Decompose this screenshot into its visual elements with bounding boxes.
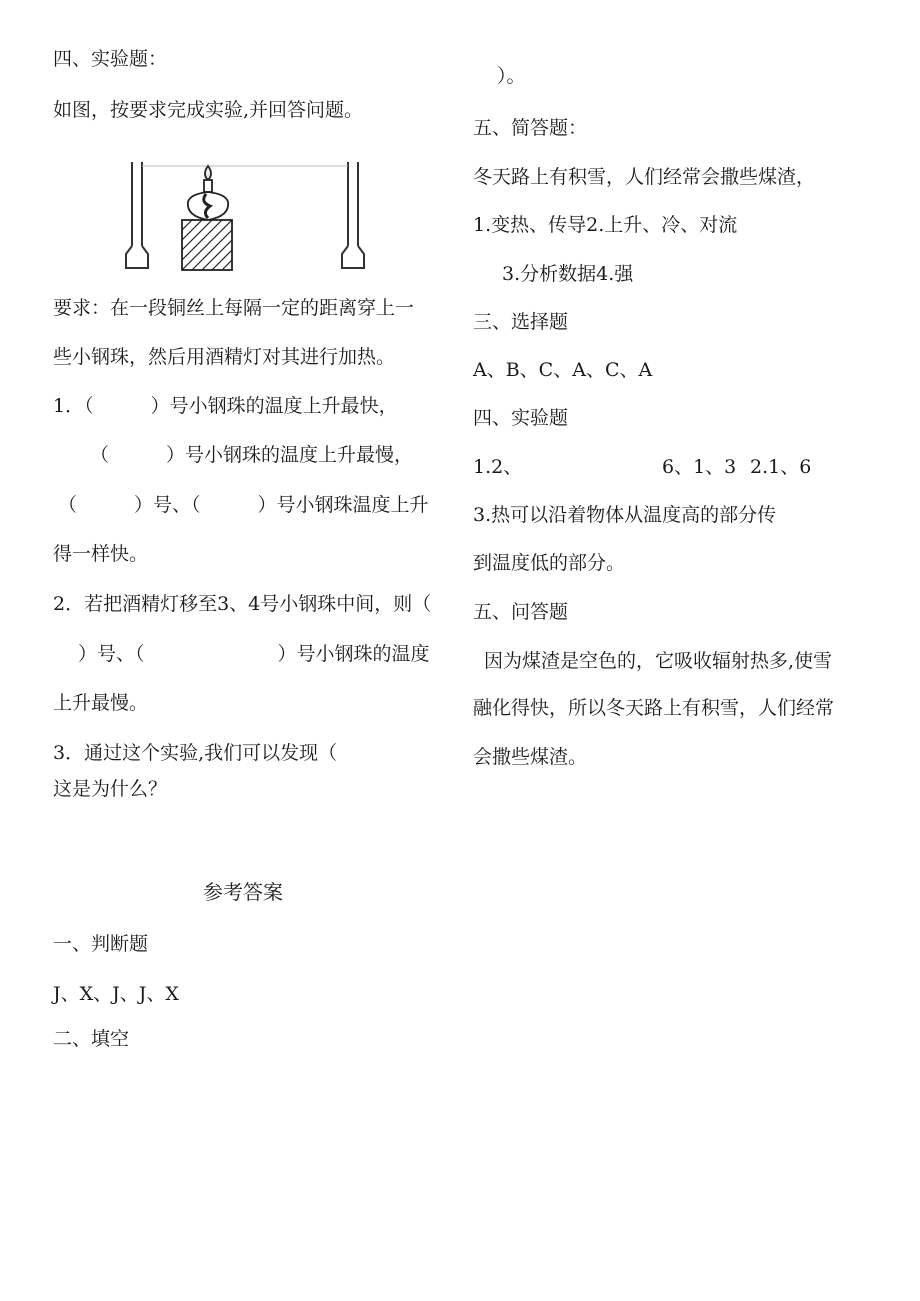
question-3-line-2: 这是为什么？ <box>53 778 168 800</box>
answer-part-2-heading: 二、填空 <box>53 1028 130 1050</box>
question-1-line-3: （ ）号、（ ）号小钢珠温度上升 <box>58 494 429 516</box>
question-1-line-1: 1．（ ）号小钢珠的温度上升最快， <box>53 395 398 417</box>
answer-part-4-line-1c: 2.1、6 <box>750 456 812 478</box>
right-stand-illustration <box>342 162 364 268</box>
answer-part-4-line-1b: 6、1、3 <box>662 456 737 478</box>
answer-part-3-heading: 三、选择题 <box>473 311 569 333</box>
question-1-line-4: 得一样快。 <box>53 543 149 565</box>
question-1-line-2: （ ）号小钢珠的温度上升最慢， <box>90 444 414 466</box>
answer-part-5-line-2: 融化得快，所以冬天路上有积雪，人们经常 <box>473 697 835 719</box>
answer-part-5-heading: 五、问答题 <box>473 601 569 623</box>
requirement-line-2: 些小钢珠，然后用酒精灯对其进行加热。 <box>53 346 396 368</box>
fill-answers-line-1: 1.变热、传导2.上升、冷、对流 <box>473 214 738 236</box>
experiment-figure <box>120 158 380 274</box>
section-five-heading: 五、简答题： <box>473 117 588 139</box>
continuation-text: ）。 <box>497 65 526 87</box>
answer-part-4-line-2: 3.热可以沿着物体从温度高的部分传 <box>473 504 777 526</box>
question-2-line-1: 2．若把酒精灯移至3、4号小钢珠中间，则（ <box>53 593 432 615</box>
answer-part-4-line-1a: 1.2、 <box>473 456 523 478</box>
answer-part-4-heading: 四、实验题 <box>473 407 569 429</box>
answer-part-5-line-3: 会撒些煤渣。 <box>473 746 588 768</box>
alcohol-lamp-illustration <box>182 166 232 270</box>
question-3-line-1: 3．通过这个实验,我们可以发现（ <box>53 742 338 764</box>
question-2-line-3: 上升最慢。 <box>53 692 149 714</box>
answer-part-5-line-1: 因为煤渣是空色的，它吸收辐射热多,使雪 <box>484 650 833 672</box>
instruction-text: 如图，按要求完成实验,并回答问题。 <box>53 99 364 121</box>
section-four-heading: 四、实验题： <box>53 48 168 70</box>
left-stand-illustration <box>126 162 148 268</box>
answer-part-4-line-3: 到温度低的部分。 <box>473 552 626 574</box>
section-five-question: 冬天路上有积雪，人们经常会撒些煤渣， <box>473 166 816 188</box>
answer-part-1-heading: 一、判断题 <box>53 933 149 955</box>
question-2-line-2: ）号、（ ）号小钢珠的温度 <box>78 643 430 665</box>
fill-answers-line-2: 3.分析数据4.强 <box>502 263 634 285</box>
answer-part-1-values: J、X、J、J、X <box>53 983 179 1005</box>
requirement-line-1: 要求：在一段铜丝上每隔一定的距离穿上一 <box>53 297 415 319</box>
answer-key-title: 参考答案 <box>203 880 283 904</box>
answer-part-3-values: A、B、C、A、C、A <box>473 359 653 381</box>
